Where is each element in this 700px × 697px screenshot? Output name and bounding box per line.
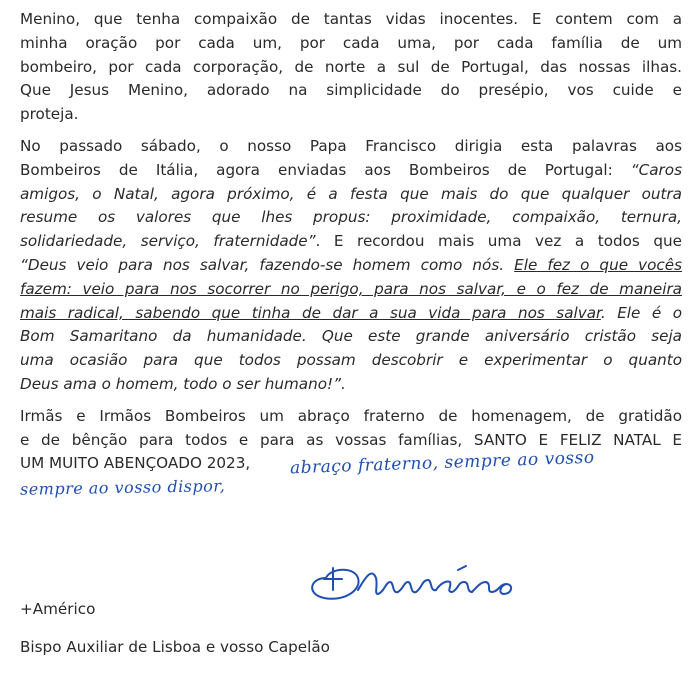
paragraph-3 [19,405,682,500]
handwritten-signature [300,539,560,604]
text-line: No passado sábado, o nosso Papa Francisco dirigia esta palavras aos [20,136,682,155]
text-line: Menino, que tenha compaixão de tantas vidas inocentes. E contem com a [20,10,682,28]
text-segment: Bombeiros de Itália, agora enviadas aos Bombeiros de Portugal: [20,160,631,179]
quote-line: Bom Samaritano da humanidade. Que este grande aniversário cristão seja [20,327,682,346]
text-line: proteja. [20,105,79,124]
handwritten-note-line-1: abraço fraterno, sempre ao vosso [289,448,595,479]
text-line: minha oração por cada um, por cada uma, por cada família de um [20,33,682,52]
quote-line: amigos, o Natal, agora próximo, é a festa que mais do que qualquer outra [20,184,682,203]
quote-segment: . Ele é o [600,303,683,322]
quote-segment: “Caros [630,160,682,179]
underlined-segment: Ele fez o que vocês [514,255,682,274]
text-line: UM MUITO ABENÇOADO 2023, [20,454,251,473]
quote-line: resume os valores que lhes propus: proximidade, compaixão, ternura, [20,208,682,227]
closing-line [19,448,682,500]
paragraph-1 [20,8,682,127]
quote-line: uma ocasião para que todos possam descobrir e experimentar o quanto [20,351,682,370]
text-line [20,230,682,254]
quote-line [20,254,682,278]
underlined-line: fazem: veio para nos socorrer no perigo, para nos salvar, e o fez de maneira [20,279,682,298]
signature-text: +Américo [300,539,380,558]
text-line: bombeiro, por cada corporação, de norte a sul de Portugal, das nossas ilhas. [20,57,682,76]
text-line: Que Jesus Menino, adorado na simplicidade do presépio, vos cuide e [20,81,682,100]
handwritten-note-line-2: sempre ao vosso dispor, [19,476,226,500]
underlined-segment: mais radical, sabendo que tinha de dar a sua vida para nos salvar [20,303,601,322]
text-line [20,159,682,183]
paragraph-2 [20,135,682,397]
quote-line: Deus ama o homem, todo o ser humano!”. [20,374,346,393]
text-line: e de bênção para todos e para as vossas famílias, SANTO E FELIZ NATAL E [20,430,682,449]
signer-title: Bispo Auxiliar de Lisboa e vosso Capelão [20,638,330,656]
text-segment: . E recordou mais uma vez a todos que [315,232,683,251]
quote-segment: solidariedade, serviço, fraternidade” [20,232,316,251]
quote-segment: “Deus veio para nos salvar, fazendo-se homem como nós. [20,255,515,274]
letter-body [19,8,683,500]
signer-name: +Américo [20,600,96,618]
quote-line [20,302,682,326]
text-line: Irmãs e Irmãos Bombeiros um abraço fraterno de homenagem, de gratidão [20,406,682,425]
